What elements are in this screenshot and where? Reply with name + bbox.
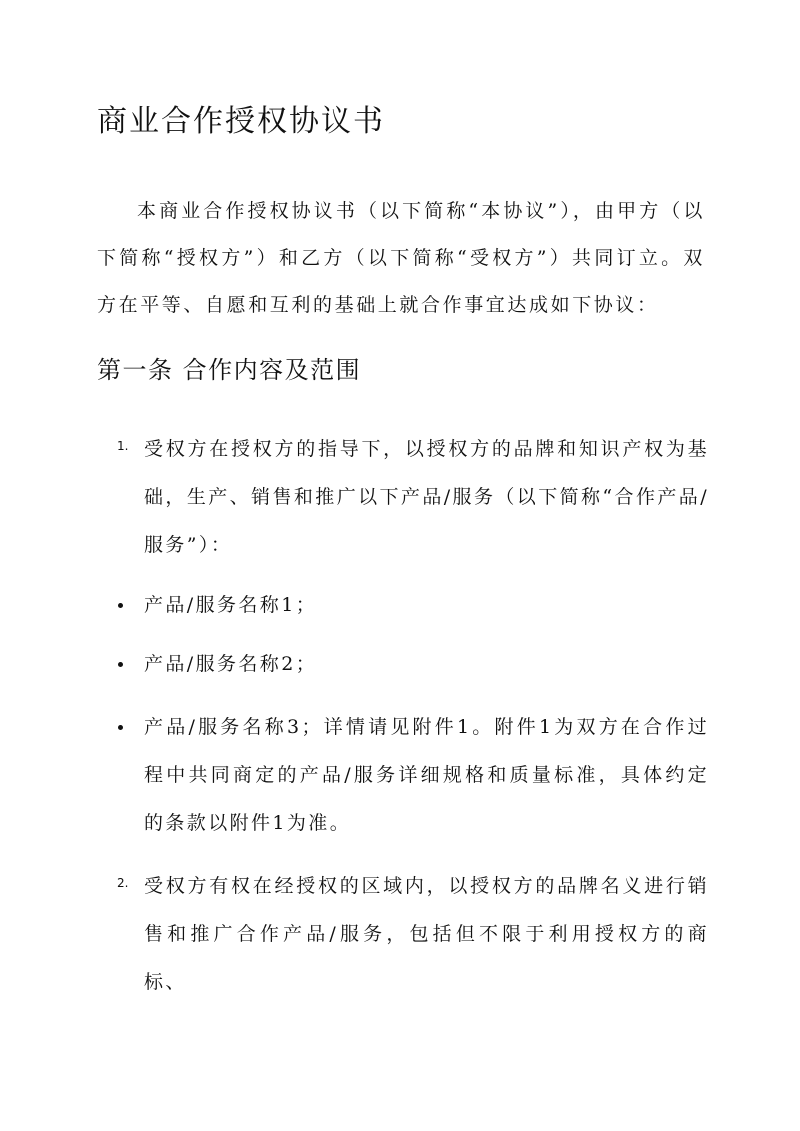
- item-text: 受权方有权在经授权的区域内，以授权方的品牌名义进行销售和推广合作产品/服务，包括但不限于利用授权方的商标、: [144, 875, 709, 993]
- section-heading: 第一条 合作内容及范围: [97, 356, 362, 384]
- bullet-marker: [118, 725, 123, 730]
- bullet-text: 产品/服务名称3；详情请见附件1。附件1为双方在合作过程中共同商定的产品/服务详细规格和质量标准，具体约定的条款以附件1为准。: [144, 716, 709, 834]
- item-number: 1.: [117, 439, 129, 453]
- intro-paragraph: 本商业合作授权协议书（以下简称“本协议”），由甲方（以下简称“授权方”）和乙方（以下简称“受权方”）共同订立。双方在平等、自愿和互利的基础上就合作事宜达成如下协议：: [97, 200, 705, 316]
- document-title: 商业合作授权协议书: [97, 104, 385, 139]
- bullet-marker: [118, 603, 123, 608]
- bullet-text: 产品/服务名称2；: [144, 653, 318, 675]
- bullet-marker: [118, 662, 123, 667]
- item-number: 2.: [117, 876, 129, 890]
- item-text: 受权方在授权方的指导下，以授权方的品牌和知识产权为基础，生产、销售和推广以下产品/服务（以下简称“合作产品/服务”）：: [144, 438, 709, 556]
- bullet-text: 产品/服务名称1；: [144, 594, 318, 616]
